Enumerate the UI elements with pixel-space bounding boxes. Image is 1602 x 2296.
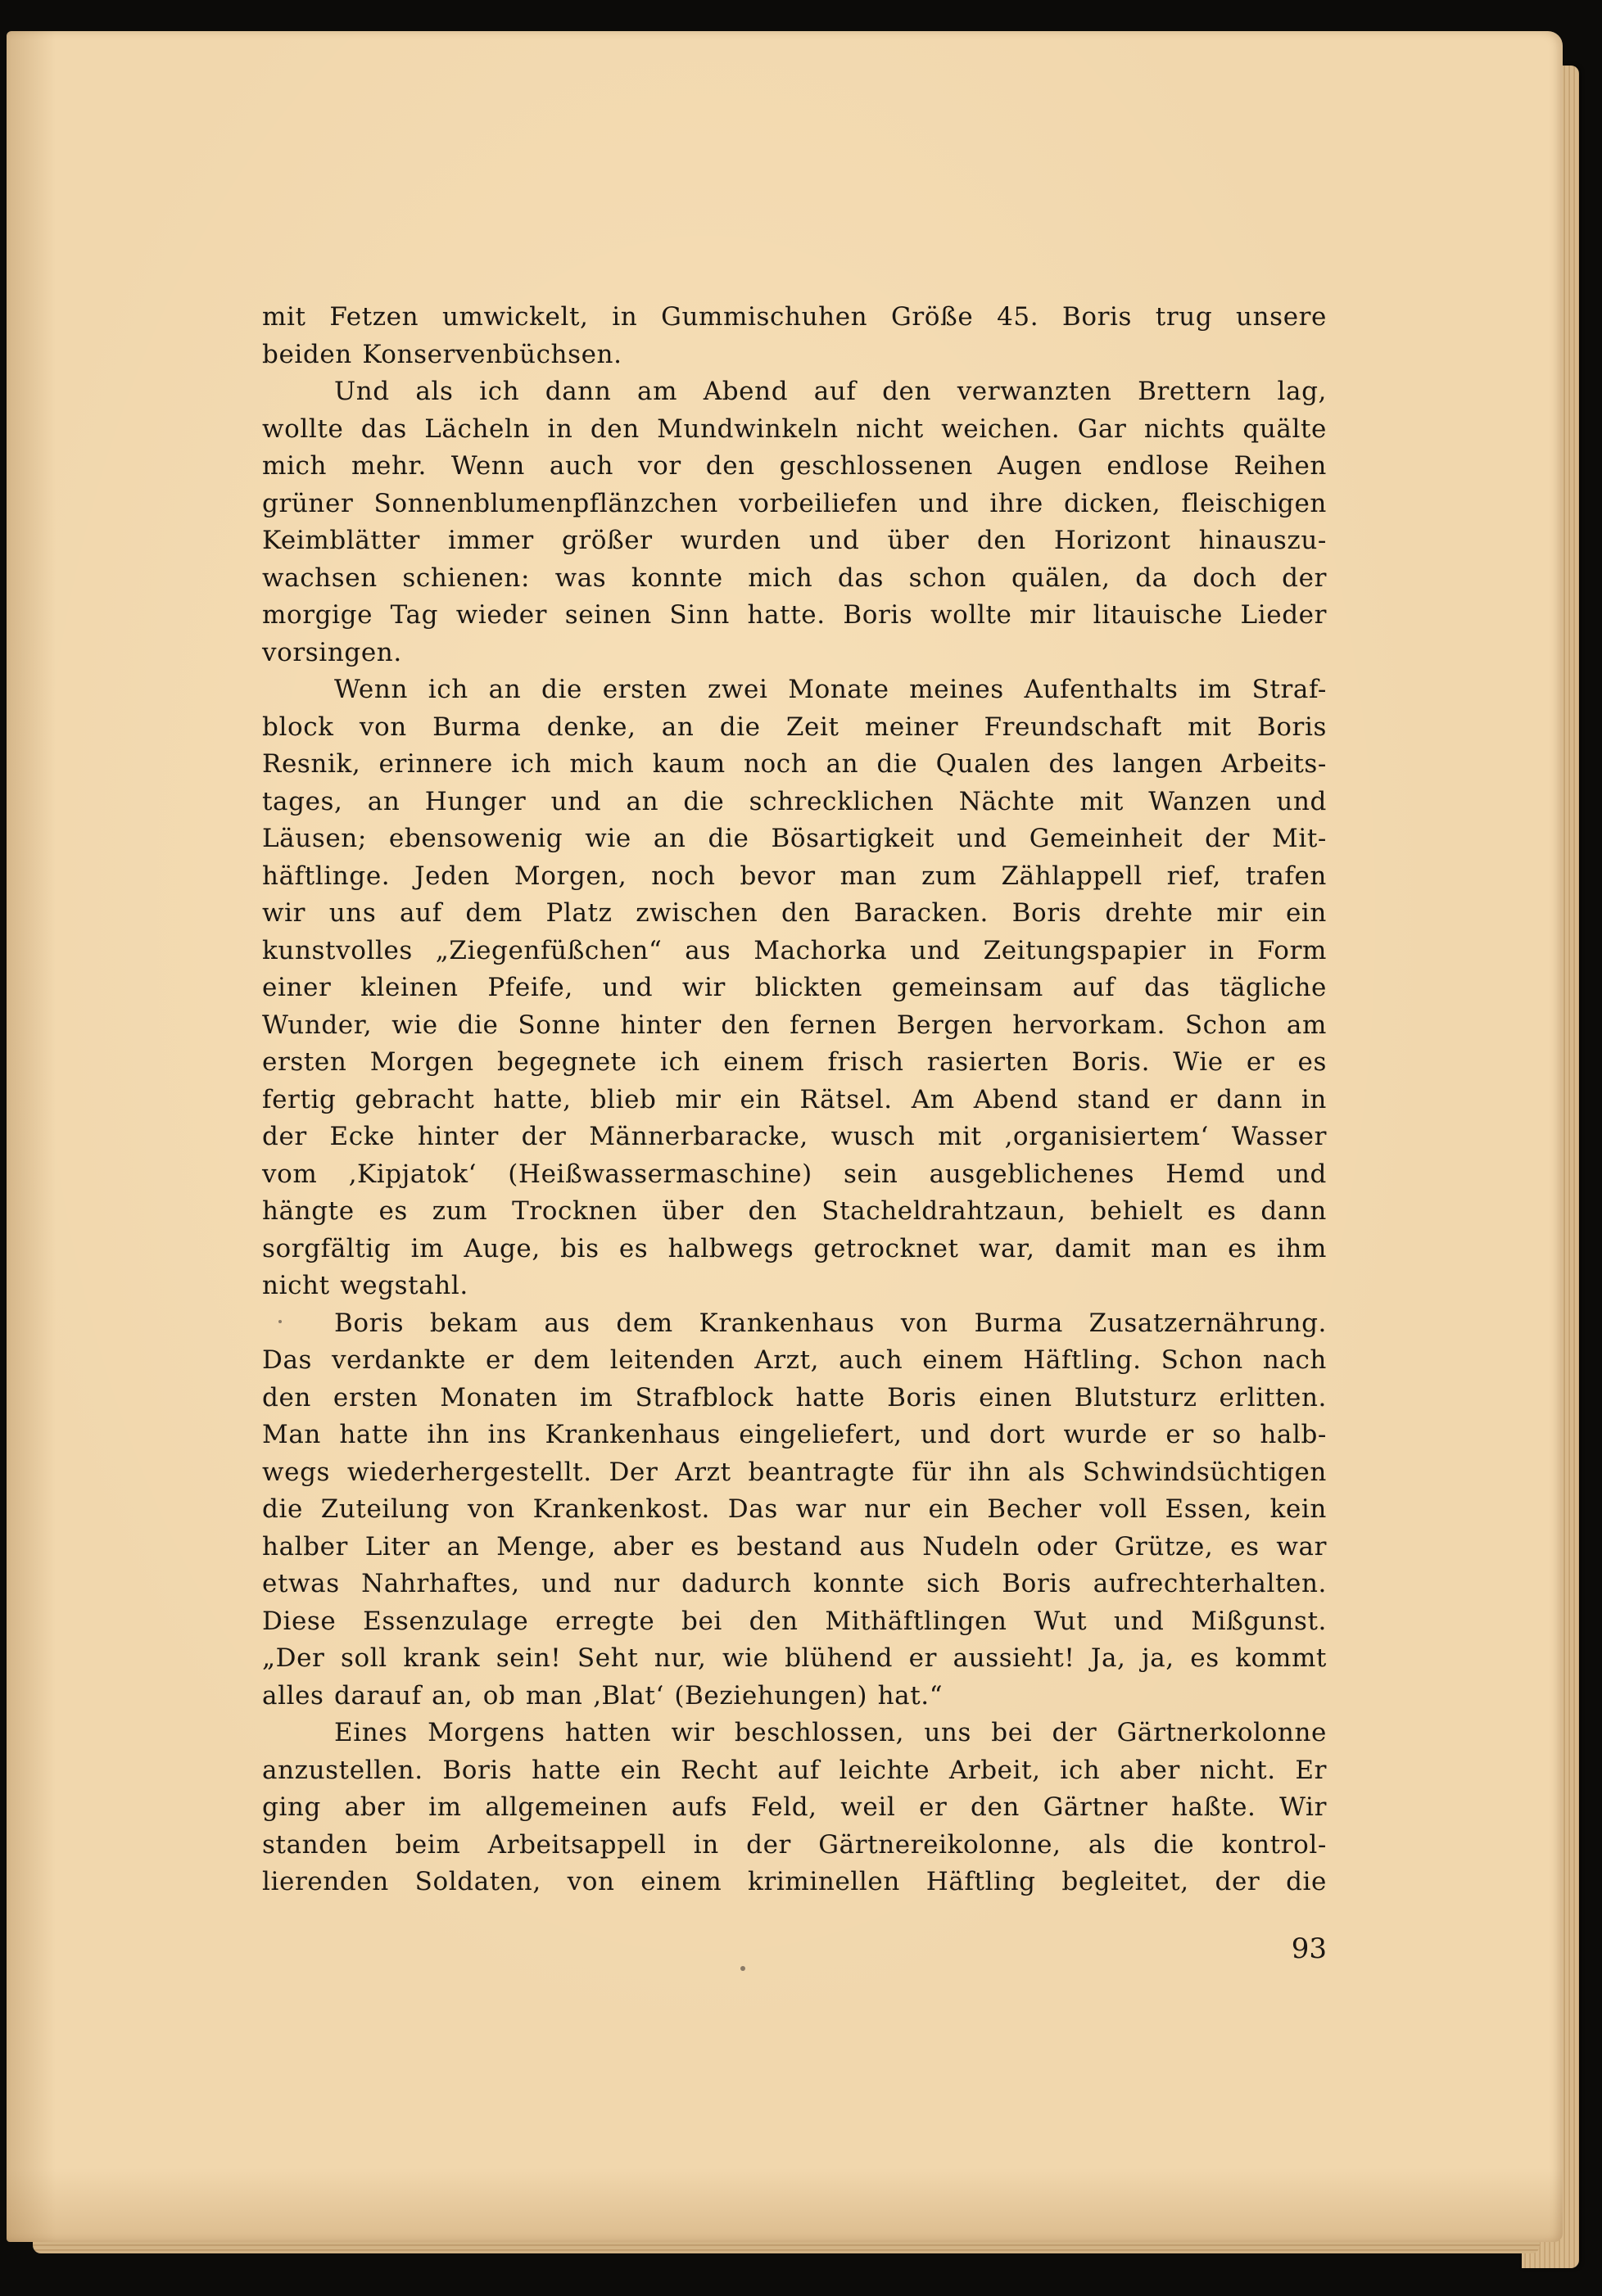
text-line: nicht wegstahl. (262, 1271, 468, 1300)
text-line: vom ‚Kipjatok‘ (Heißwassermaschine) sein ausgeblichenes Hemd und (262, 1159, 1327, 1189)
text-line: fertig gebracht hatte, blieb mir ein Rätsel. Am Abend stand er dann in (262, 1084, 1327, 1114)
text-line: Wenn ich an die ersten zwei Monate meines Aufenthalts im Straf- (334, 675, 1327, 704)
text-line: wir uns auf dem Platz zwischen den Baracken. Boris drehte mir ein (262, 898, 1327, 928)
text-line: grüner Sonnenblumenpflänzchen vorbeiliefen und ihre dicken, fleischigen (262, 488, 1327, 518)
body-text (262, 299, 1327, 1901)
text-line: Und als ich dann am Abend auf den verwanzten Brettern lag, (334, 377, 1327, 406)
text-line: einer kleinen Pfeife, und wir blickten gemeinsam auf das tägliche (262, 973, 1327, 1002)
text-line: Boris bekam aus dem Krankenhaus von Burma Zusatzernährung. (334, 1308, 1327, 1338)
text-line: Das verdankte er dem leitenden Arzt, auch einem Häftling. Schon nach (262, 1345, 1327, 1375)
text-line: Wunder, wie die Sonne hinter den fernen Bergen hervorkam. Schon am (262, 1010, 1327, 1040)
text-line: sorgfältig im Auge, bis es halbwegs getrocknet war, damit man es ihm (262, 1233, 1327, 1263)
text-line: halber Liter an Menge, aber es bestand aus Nudeln oder Grütze, es war (262, 1531, 1327, 1562)
text-line: anzustellen. Boris hatte ein Recht auf leichte Arbeit, ich aber nicht. Er (262, 1755, 1327, 1785)
text-line: wachsen schienen: was konnte mich das schon quälen, da doch der (262, 563, 1327, 593)
text-line: wegs wiederhergestellt. Der Arzt beantragte für ihn als Schwindsüchtigen (262, 1457, 1327, 1487)
text-line: Keimblätter immer größer wurden und über den Horizont hinauszu- (262, 526, 1327, 555)
text-line: tages, an Hunger und an die schrecklichen Nächte mit Wanzen und (262, 786, 1327, 816)
text-line: häftlinge. Jeden Morgen, noch bevor man zum Zählappell rief, trafen (262, 861, 1327, 891)
text-line: wollte das Lächeln in den Mundwinkeln nicht weichen. Gar nichts quälte (262, 414, 1327, 444)
text-line: ersten Morgen begegnete ich einem frisch rasierten Boris. Wie er es (262, 1047, 1327, 1077)
text-line: alles darauf an, ob man ‚Blat‘ (Beziehungen) hat.“ (262, 1680, 944, 1711)
text-line: hängte es zum Trocknen über den Stacheldrahtzaun, behielt es dann (262, 1196, 1327, 1226)
paragraph (262, 1715, 1327, 1901)
paper-speck (278, 1320, 282, 1323)
text-line: mich mehr. Wenn auch vor den geschlossenen Augen endlose Reihen (262, 451, 1327, 481)
text-line: mit Fetzen umwickelt, in Gummischuhen Größe 45. Boris trug unsere (262, 302, 1327, 332)
text-line: vorsingen. (262, 637, 402, 667)
text-line: Resnik, erinnere ich mich kaum noch an die Qualen des langen Arbeits- (262, 749, 1327, 779)
text-line: block von Burma denke, an die Zeit meiner Freundschaft mit Boris (262, 712, 1327, 742)
paragraph (262, 671, 1327, 1305)
text-line: morgige Tag wieder seinen Sinn hatte. Boris wollte mir litauische Lieder (262, 600, 1327, 630)
text-line: kunstvolles „Ziegenfüßchen“ aus Machorka und Zeitungspapier in Form (262, 935, 1327, 965)
text-line: Diese Essenzulage erregte bei den Mithäftlingen Wut und Mißgunst. (262, 1606, 1327, 1636)
text-line: etwas Nahrhaftes, und nur dadurch konnte sich Boris aufrechterhalten. (262, 1569, 1327, 1598)
text-line: lierenden Soldaten, von einem kriminellen Häftling begleitet, der die (262, 1867, 1327, 1896)
text-line: Eines Morgens hatten wir beschlossen, uns bei der Gärtnerkolonne (334, 1718, 1327, 1747)
text-line: standen beim Arbeitsappell in der Gärtnereikolonne, als die kontrol- (262, 1829, 1327, 1860)
text-line: ging aber im allgemeinen aufs Feld, weil er den Gärtner haßte. Wir (262, 1792, 1327, 1822)
paper-speck (740, 1966, 745, 1971)
text-line: beiden Konservenbüchsen. (262, 339, 622, 369)
text-line: Man hatte ihn ins Krankenhaus eingeliefert, und dort wurde er so halb- (262, 1420, 1327, 1449)
paragraph (262, 1305, 1327, 1715)
text-line: der Ecke hinter der Männerbaracke, wusch mit ‚organisiertem‘ Wasser (262, 1122, 1327, 1151)
text-line: „Der soll krank sein! Seht nur, wie blühend er aussieht! Ja, ja, es kommt (262, 1643, 1327, 1673)
page-number: 93 (1291, 1932, 1327, 1965)
text-line: die Zuteilung von Krankenkost. Das war nur ein Becher voll Essen, kein (262, 1494, 1327, 1524)
paragraph (262, 299, 1327, 373)
text-line: den ersten Monaten im Strafblock hatte Boris einen Blutsturz erlitten. (262, 1382, 1327, 1412)
text-line: Läusen; ebensowenig wie an die Bösartigkeit und Gemeinheit der Mit- (262, 824, 1327, 853)
paragraph (262, 373, 1327, 671)
